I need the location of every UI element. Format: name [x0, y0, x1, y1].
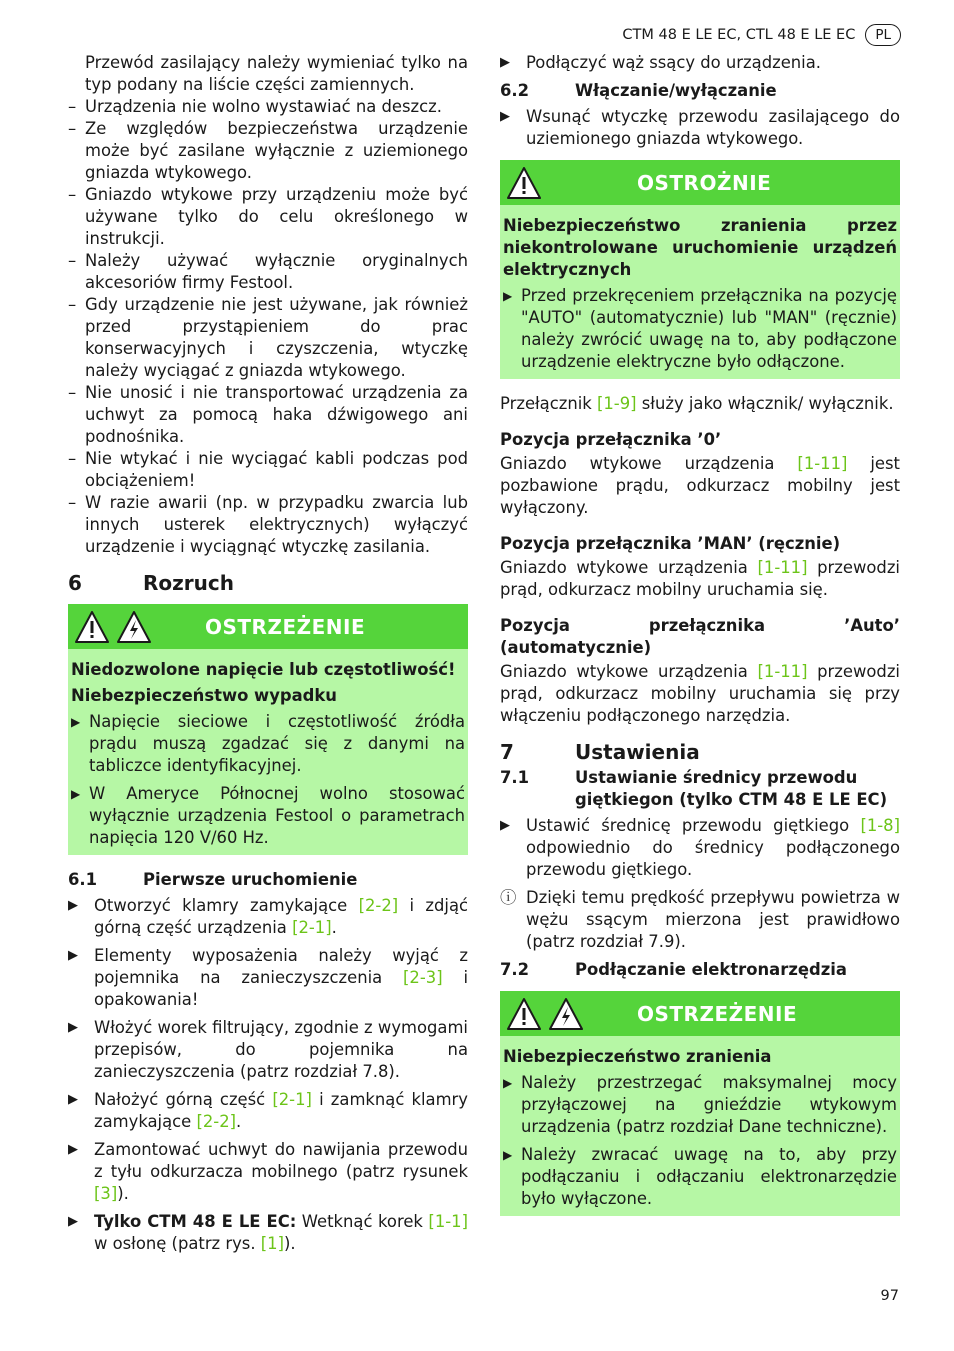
- list-item: – Gdy urządzenie nie jest używane, jak również przed przystąpieniem do prac konserwacyjnych i czyszczenia, wtyczkę należy wyciągać z gniazda wtykowego.: [68, 295, 468, 380]
- bullet-arrow-icon: ▶: [68, 1092, 78, 1107]
- bullet-arrow-icon: ▶: [500, 818, 510, 833]
- subheading-position-auto: Pozycja przełącznika ’Auto’ (automatycznie): [500, 616, 900, 657]
- subheading-position-0: Pozycja przełącznika ’0’: [500, 430, 722, 449]
- section-heading-6-1: 6.1 Pierwsze uruchomienie: [68, 870, 358, 889]
- position-0-text: Gniazdo wtykowe urządzenia [1-11] jest pozbawione prądu, odkurzacz mobilny jest wyłączony.: [500, 454, 900, 517]
- right-column: [500, 52, 900, 1230]
- section-heading-7-2: 7.2 Podłączanie elektronarzędzia: [500, 960, 847, 979]
- warning-subtitle: Niebezpieczeństwo zranienia przez niekontrolowane uruchomienie urządzeń elektrycznych: [503, 216, 897, 279]
- list-item: ▶ Nałożyć górną część [2-1] i zamknąć klamry zamykające [2-2].: [68, 1090, 468, 1131]
- bullet-arrow-icon: ▶: [503, 289, 513, 303]
- list-item: – W razie awarii (np. w przypadku zwarcia lub innych usterek elektrycznych) wyłączyć urządzenie i wyciągnąć wtyczkę zasilania.: [68, 493, 468, 556]
- warning-title: OSTRZEŻENIE: [205, 614, 366, 639]
- page-number: 97: [880, 1288, 899, 1304]
- warning-header: [500, 160, 900, 205]
- list-item: ▶ Przed przekręceniem przełącznika na pozycję "AUTO" (automatycznie) lub "MAN" (ręcznie) należy zwrócić uwagę na to, aby podłączone urządzenie elektryczne było odłączone.: [503, 286, 897, 371]
- left-column: [68, 52, 468, 1261]
- page-header: [622, 24, 901, 46]
- position-man-text: Gniazdo wtykowe urządzenia [1-11] przewodzi prąd, odkurzacz mobilny uruchamia się.: [500, 558, 900, 599]
- list-item: – Nie wtykać i nie wyciągać kabli podczas pod obciążeniem!: [68, 449, 468, 490]
- list-item: ▶ Należy zwracać uwagę na to, aby przy podłączaniu i odłączaniu elektronarzędzie było wyłączone.: [503, 1145, 897, 1208]
- bullet-arrow-icon: ▶: [503, 1148, 513, 1162]
- info-icon: ⓘ: [500, 888, 517, 907]
- section-heading-6-2: 6.2 Włączanie/wyłączanie: [500, 81, 777, 100]
- list-item: ▶ Ustawić średnicę przewodu giętkiego [1-8] odpowiednio do średnicy podłączonego przewodu giętkiego.: [500, 816, 900, 879]
- model-title: CTM 48 E LE EC, CTL 48 E LE EC: [622, 27, 856, 43]
- list-item: – Gniazdo wtykowe przy urządzeniu może być używane tylko do celu określonego w instrukcji.: [68, 185, 468, 248]
- bullet-arrow-icon: ▶: [500, 109, 510, 124]
- warning-title: OSTROŻNIE: [637, 170, 772, 195]
- list-item: ▶ Podłączyć wąż ssący do urządzenia.: [500, 53, 821, 72]
- bullet-arrow-icon: ▶: [68, 898, 78, 913]
- safety-dash-list: [68, 96, 468, 558]
- list-item: – Nie unosić i nie transportować urządzenia za uchwyt za pomocą haka dźwigowego ani podnośnika.: [68, 383, 468, 446]
- language-badge: PL: [865, 24, 901, 46]
- warning-box-voltage: [68, 604, 468, 855]
- warning-header: [500, 991, 900, 1036]
- bullet-arrow-icon: ▶: [68, 1142, 78, 1157]
- bullet-arrow-icon: ▶: [71, 715, 81, 729]
- list-item: ▶ Wsunąć wtyczkę przewodu zasilającego do uziemionego gniazda wtykowego.: [500, 107, 900, 148]
- info-note: ⓘ Dzięki temu prędkość przepływu powietrza w wężu ssącym mierzona jest prawidłowo (patrz rozdział 7.9).: [500, 888, 900, 951]
- list-item: – Urządzenia nie wolno wystawiać na deszcz.: [68, 97, 442, 116]
- list-item: ▶ Tylko CTM 48 E LE EC: Wetknąć korek [1-1] w osłonę (patrz rys. [1]).: [68, 1212, 468, 1253]
- bullet-arrow-icon: ▶: [71, 787, 81, 801]
- list-item: – Należy używać wyłącznie oryginalnych akcesoriów firmy Festool.: [68, 251, 468, 292]
- warning-subtitle: Niedozwolone napięcie lub częstotliwość!: [71, 660, 456, 679]
- position-auto-text: Gniazdo wtykowe urządzenia [1-11] przewodzi prąd, odkurzacz mobilny uruchamia się przy włączeniu podłączonego narzędzia.: [500, 662, 900, 725]
- list-item: ▶ Włożyć worek filtrujący, zgodnie z wymogami przepisów, do pojemnika na zanieczyszczenia (patrz rozdział 7.8).: [68, 1018, 468, 1081]
- electric-hazard-icon: [116, 610, 152, 644]
- list-item: ▶ W Ameryce Północnej wolno stosować wyłącznie urządzenia Festool o parametrach napięcia 120 V/60 Hz.: [71, 784, 465, 847]
- subheading-position-man: Pozycja przełącznika ’MAN’ (ręcznie): [500, 534, 841, 553]
- list-item: ▶ Napięcie sieciowe i częstotliwość źródła prądu muszą zgadzać się z danymi na tabliczce identyfikacyjnej.: [71, 712, 465, 775]
- electric-hazard-icon: [548, 997, 584, 1031]
- list-item: ▶ Elementy wyposażenia należy wyjąć z pojemnika na zanieczyszczenia [2-3] i opakowania!: [68, 946, 468, 1009]
- warning-header: [68, 604, 468, 649]
- bullet-arrow-icon: ▶: [68, 1214, 78, 1229]
- bullet-arrow-icon: ▶: [503, 1076, 513, 1090]
- section-heading-7-1: 7.1 Ustawianie średnicy przewodu giętkiegon (tylko CTM 48 E LE EC): [500, 768, 888, 809]
- intro-paragraph: Przewód zasilający należy wymieniać tylko na typ podany na liście części zamiennych.: [85, 53, 468, 94]
- warning-triangle-icon: [74, 610, 110, 644]
- switch-paragraph: Przełącznik [1-9] służy jako włącznik/ wyłącznik.: [500, 394, 894, 413]
- warning-title: OSTRZEŻENIE: [637, 1001, 798, 1026]
- list-item: – Ze względów bezpieczeństwa urządzenie może być zasilane wyłącznie z uziemionego gniazda wtykowego.: [68, 119, 468, 182]
- bullet-arrow-icon: ▶: [68, 948, 78, 963]
- warning-subtitle: Niebezpieczeństwo wypadku: [71, 686, 337, 705]
- warning-triangle-icon: [506, 166, 542, 200]
- list-item: ▶ Należy przestrzegać maksymalnej mocy przyłączowej na gnieździe wtykowym urządzenia (patrz rozdział Dane techniczne).: [503, 1073, 897, 1136]
- warning-box-power-tool: [500, 991, 900, 1216]
- section-heading-6: 6 Rozruch: [68, 571, 234, 595]
- bullet-arrow-icon: ▶: [500, 55, 510, 70]
- caution-box: [500, 160, 900, 379]
- section-heading-7: 7 Ustawienia: [500, 740, 700, 764]
- list-item: ▶ Otworzyć klamry zamykające [2-2] i zdjąć górną część urządzenia [2-1].: [68, 896, 469, 937]
- list-item: ▶ Zamontować uchwyt do nawijania przewodu z tyłu odkurzacza mobilnego (patrz rysunek [3]).: [68, 1140, 468, 1203]
- bullet-arrow-icon: ▶: [68, 1020, 78, 1035]
- warning-triangle-icon: [506, 997, 542, 1031]
- warning-subtitle: Niebezpieczeństwo zranienia: [503, 1047, 772, 1066]
